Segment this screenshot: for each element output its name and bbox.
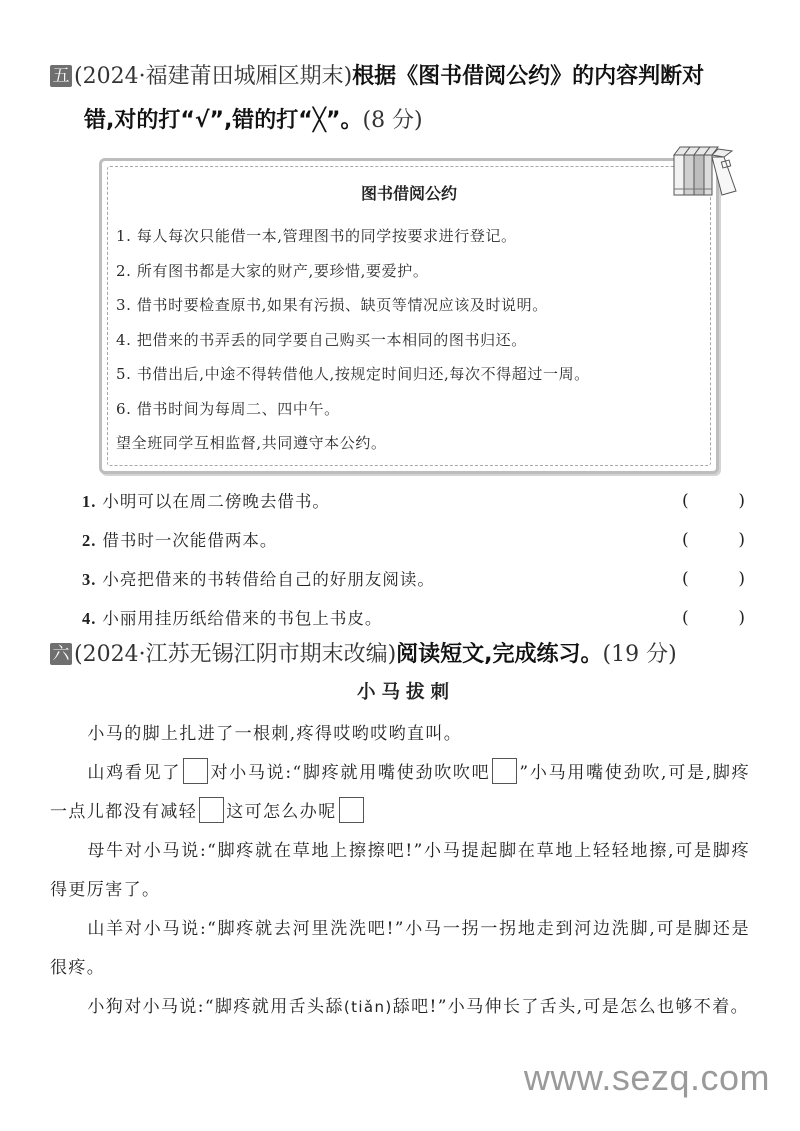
answer-blank[interactable] — [682, 560, 746, 599]
answer-blank[interactable] — [682, 521, 746, 560]
section-6-instruction: 阅读短文,完成练习。 — [396, 642, 603, 667]
story-paragraph-4: 山羊对小马说:“脚疼就去河里洗洗吧!”小马一拐一拐地走到河边洗脚,可是脚还是很疼。 — [50, 919, 750, 978]
library-rules-box — [99, 158, 719, 474]
judgment-text: 小明可以在周二傍晚去借书。 — [102, 492, 330, 511]
story-text: 对小马说:“脚疼就用嘴使劲吹吹吧 — [210, 763, 491, 783]
section-6-points: (19 分) — [602, 642, 677, 667]
rule-item: 3. 借书时要检查原书,如果有污损、缺页等情况应该及时说明。 — [116, 296, 548, 314]
books-icon — [670, 143, 740, 203]
judgment-text: 小丽用挂历纸给借来的书包上书皮。 — [102, 609, 383, 628]
judgment-number: 3. — [82, 570, 97, 589]
rule-item: 6. 借书时间为每周二、四中午。 — [116, 399, 340, 418]
story-text: 这可怎么办呢 — [226, 802, 337, 822]
paren-close: ) — [738, 569, 746, 589]
story-paragraph-3: 母牛对小马说:“脚疼就在草地上擦擦吧!”小马提起脚在草地上轻轻地擦,可是脚疼得更厉害了。 — [50, 841, 750, 900]
section-5-source: (2024·福建莆田城厢区期末) — [74, 64, 353, 89]
punctuation-blank-1[interactable] — [183, 758, 208, 784]
punctuation-blank-4[interactable] — [339, 797, 364, 823]
watermark: www.sezq.com — [523, 1057, 770, 1098]
section-5-badge: 五 — [50, 65, 72, 87]
story-text: ”小马用嘴使劲吹,可是,脚疼一点儿都没有减轻 — [50, 763, 750, 822]
judgment-number: 1. — [82, 492, 97, 511]
section-6-heading — [50, 633, 760, 677]
rules-list — [116, 219, 706, 461]
rule-item: 5. 书借出后,中途不得转借他人,按规定时间归还,每次不得超过一周。 — [116, 365, 590, 383]
paren-close: ) — [738, 608, 746, 628]
story-text: 山鸡看见了 — [87, 763, 182, 783]
story-paragraph-1: 小马的脚上扎进了一根刺,疼得哎哟哎哟直叫。 — [87, 724, 463, 744]
section-5-instruction-line1: 根据《图书借阅公约》的内容判断对 — [352, 64, 705, 89]
answer-blank[interactable] — [682, 482, 746, 521]
paren-close: ) — [738, 491, 746, 511]
rule-item: 4. 把借来的书弄丢的同学要自己购买一本相同的图书归还。 — [116, 330, 527, 349]
story-paragraph-2 — [50, 754, 750, 832]
judgment-item — [82, 482, 752, 521]
section-5-instruction-line2: 错,对的打“√”,错的打“╳”。 — [84, 108, 363, 133]
rule-item: 2. 所有图书都是大家的财产,要珍惜,要爱护。 — [116, 261, 429, 280]
judgment-item — [82, 521, 752, 560]
paren-open: ( — [682, 608, 690, 628]
story-text: 舔吧!”小马伸长了舌头,可是怎么也够不着。 — [392, 997, 749, 1017]
story-title: 小马拔刺 — [356, 682, 455, 703]
section-6-badge: 六 — [50, 643, 72, 665]
judgment-item — [82, 560, 752, 599]
paren-open: ( — [682, 491, 690, 511]
paren-open: ( — [682, 530, 690, 550]
judgment-list — [82, 482, 752, 638]
punctuation-blank-2[interactable] — [492, 758, 517, 784]
story-text: 小狗对小马说:“脚疼就用舌头舔 — [87, 997, 344, 1017]
judgment-text: 小亮把借来的书转借给自己的好朋友阅读。 — [102, 570, 435, 589]
judgment-text: 借书时一次能借两本。 — [102, 531, 278, 550]
rules-title: 图书借阅公约 — [360, 184, 457, 203]
pinyin-annotation: (tiǎn) — [343, 998, 393, 1016]
rule-item: 1. 每人每次只能借一本,管理图书的同学按要求进行登记。 — [116, 227, 517, 245]
paren-open: ( — [682, 569, 690, 589]
paren-close: ) — [738, 530, 746, 550]
section-6-source: (2024·江苏无锡江阴市期末改编) — [74, 642, 397, 667]
judgment-number: 4. — [82, 609, 97, 628]
punctuation-blank-3[interactable] — [199, 797, 224, 823]
section-5-heading — [50, 55, 760, 143]
section-5-points: (8 分) — [362, 108, 423, 133]
story-body — [50, 715, 750, 1027]
story-paragraph-5 — [50, 988, 750, 1027]
rule-closing: 望全班同学互相监督,共同遵守本公约。 — [116, 434, 387, 452]
judgment-number: 2. — [82, 531, 97, 550]
